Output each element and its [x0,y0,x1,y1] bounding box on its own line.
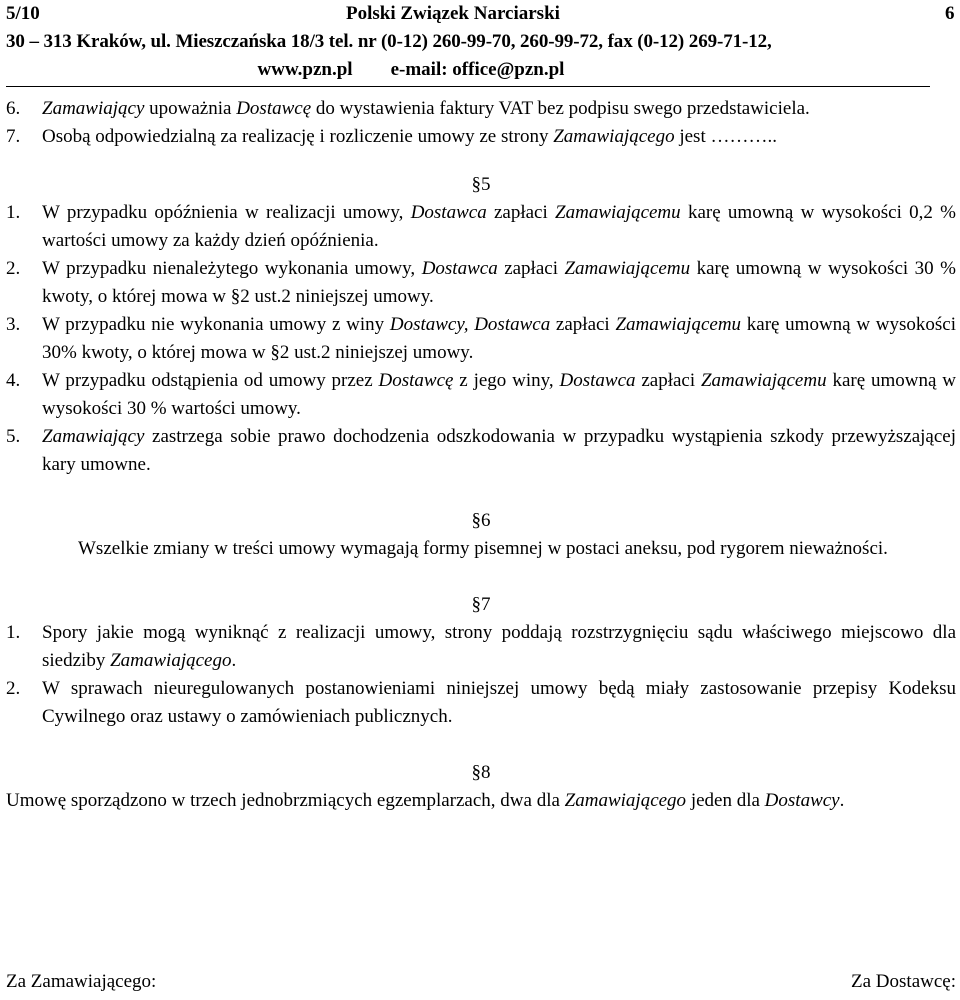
clause-number: 7. [6,126,21,147]
s7-clause-2: 2. W sprawach nieuregulowanych postanowieniami niniejszej umowy będą miały zastosowanie przepisy Kodeksu Cywilnego oraz ustawy o zamówieniach publicznych. [6,678,956,727]
section-8-text: Umowę sporządzono w trzech jednobrzmiących egzemplarzach, dwa dla Zamawiającego jeden dla Dostawcy. [6,790,845,811]
email-link[interactable]: e-mail: office@pzn.pl [390,59,565,80]
address-line: 30 – 313 Kraków, ul. Mieszczańska 18/3 tel. nr (0-12) 260-99-70, 260-99-72, fax (0-12) 269-71-12, [6,31,772,52]
s5-clause-5: 5. Zamawiający zastrzega sobie prawo dochodzenia odszkodowania w przypadku wystąpienia szkody przewyższającej kary umowne. [6,426,956,475]
document-page [6,0,956,815]
clause-number: 6. [6,98,21,119]
section-heading-8: §8 [471,762,491,783]
s5-clause-4: 4. W przypadku odstąpienia od umowy przez Dostawcę z jego winy, Dostawca zapłaci Zamawiającemu karę umowną w wysokości 30 % wartości umowy. [6,370,956,419]
contact-line [6,56,956,84]
signature-supplier-label: Za Dostawcę: [851,971,956,992]
s5-clause-3: 3. W przypadku nie wykonania umowy z winy Dostawcy, Dostawca zapłaci Zamawiającemu karę umowną w wysokości 30% kwoty, o której mowa w §2 ust.2 niniejszej umowy. [6,314,956,363]
s7-clause-1: 1. Spory jakie mogą wyniknąć z realizacji umowy, strony poddają rozstrzygnięciu sądu właściwego miejscowo dla siedziby Zamawiającego. [6,622,956,671]
website-link[interactable]: www.pzn.pl [257,59,353,80]
section-6-text: Wszelkie zmiany w treści umowy wymagają formy pisemnej w postaci aneksu, pod rygorem nieważności. [78,538,888,559]
org-name: Polski Związek Narciarski [346,3,560,24]
page-number: 6 [945,3,955,24]
signature-buyer-label: Za Zamawiającego: [6,971,157,992]
s5-clause-2: 2. W przypadku nienależytego wykonania umowy, Dostawca zapłaci Zamawiającemu karę umowną w wysokości 30 % kwoty, o której mowa w §2 ust.2 niniejszej umowy. [6,258,956,307]
signature-row [6,968,956,996]
clause-7 [6,123,956,151]
section-heading-5: §5 [471,174,491,195]
letterhead-top [6,0,956,28]
section-heading-6: §6 [471,510,491,531]
clause-6 [6,95,956,123]
clause-text: Osobą odpowiedzialną za realizację i rozliczenie umowy ze strony Zamawiającego jest ……….. [42,126,777,147]
s5-clause-1: 1. W przypadku opóźnienia w realizacji umowy, Dostawca zapłaci Zamawiającemu karę umowną w wysokości 0,2 % wartości umowy za każdy dzień opóźnienia. [6,202,956,251]
page-ref: 5/10 [6,3,40,24]
section-heading-7: §7 [471,594,491,615]
clause-text: Zamawiający upoważnia Dostawcę do wystawienia faktury VAT bez podpisu swego przedstawiciela. [42,98,810,119]
